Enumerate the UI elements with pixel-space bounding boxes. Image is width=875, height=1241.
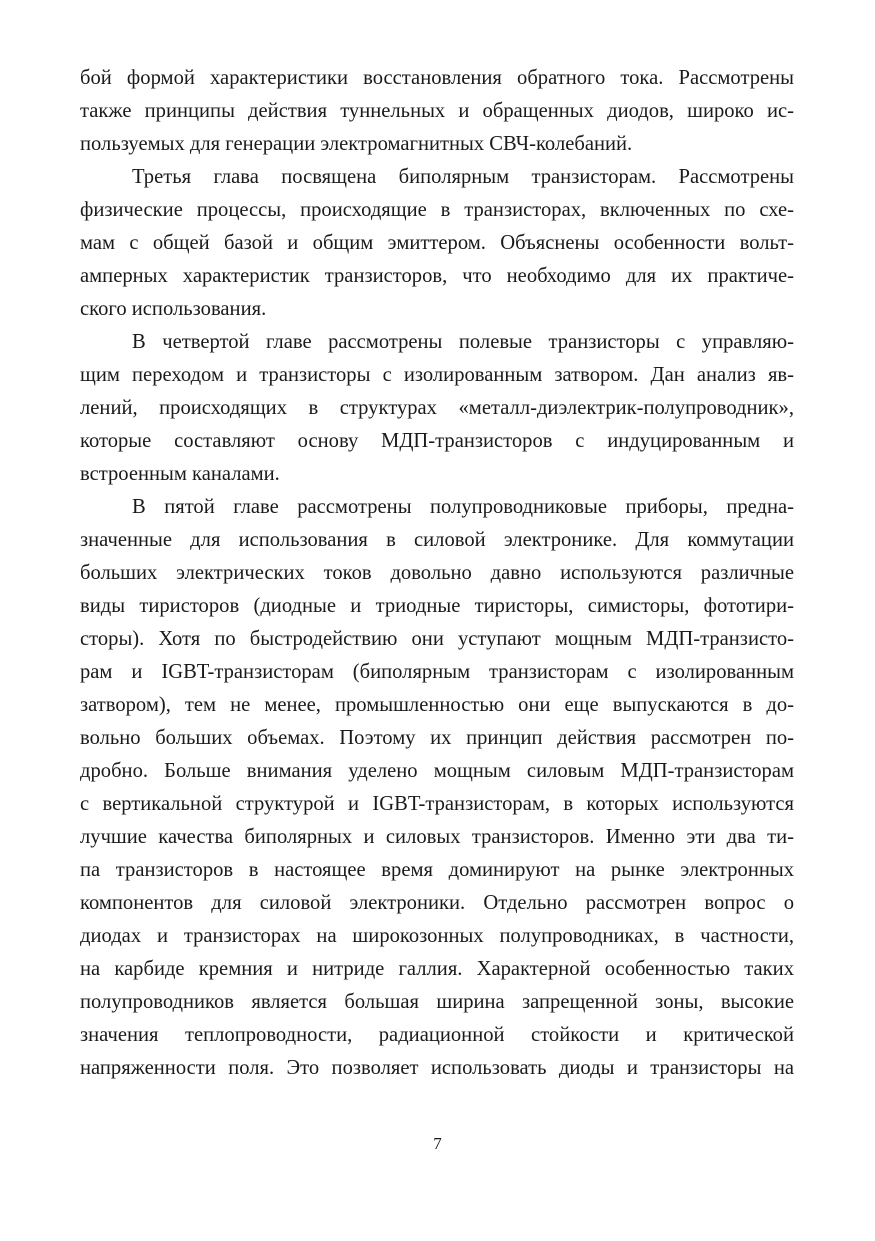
text-line: на карбиде кремния и нитриде галлия. Характерной особенностью таких bbox=[80, 958, 794, 980]
text-line: виды тиристоров (диодные и триодные тиристоры, симисторы, фототири- bbox=[80, 595, 794, 617]
text-line: вольно больших объемах. Поэтому их принцип действия рассмотрен по- bbox=[80, 727, 794, 749]
text-line: с вертикальной структурой и IGBT-транзисторам, в которых используются bbox=[80, 793, 794, 815]
text-line: рам и IGBT-транзисторам (биполярным транзисторам с изолированным bbox=[80, 661, 794, 683]
text-line: ского использования. bbox=[80, 298, 267, 320]
paragraph bbox=[80, 491, 794, 1085]
text-line: полупроводников является большая ширина запрещенной зоны, высокие bbox=[80, 991, 794, 1013]
text-line: сторы). Хотя по быстродействию они уступают мощным МДП-транзисто- bbox=[80, 628, 794, 650]
text-line: В четвертой главе рассмотрены полевые транзисторы с управляю- bbox=[132, 331, 794, 353]
text-line: амперных характеристик транзисторов, что необходимо для их практиче- bbox=[80, 265, 794, 287]
text-line: лений, происходящих в структурах «металл-диэлектрик-полупроводник», bbox=[80, 397, 794, 419]
page-body bbox=[80, 62, 794, 1085]
text-line: которые составляют основу МДП-транзисторов с индуцированным и bbox=[80, 430, 794, 452]
text-line: дробно. Больше внимания уделено мощным силовым МДП-транзисторам bbox=[80, 760, 794, 782]
text-line: компонентов для силовой электроники. Отдельно рассмотрен вопрос о bbox=[80, 892, 794, 914]
paragraph bbox=[80, 161, 794, 326]
text-line: напряженности поля. Это позволяет использовать диоды и транзисторы на bbox=[80, 1057, 794, 1079]
text-line: больших электрических токов довольно давно используются различные bbox=[80, 562, 794, 584]
text-line: лучшие качества биполярных и силовых транзисторов. Именно эти два ти- bbox=[80, 826, 794, 848]
page-number: 7 bbox=[433, 1134, 442, 1153]
text-line: бой формой характеристики восстановления обратного тока. Рассмотрены bbox=[80, 67, 794, 89]
text-line: встроенным каналами. bbox=[80, 463, 280, 485]
text-line: также принципы действия туннельных и обращенных диодов, широко ис- bbox=[80, 100, 794, 122]
text-line: щим переходом и транзисторы с изолированным затвором. Дан анализ яв- bbox=[80, 364, 794, 386]
text-line: па транзисторов в настоящее время доминируют на рынке электронных bbox=[80, 859, 794, 881]
text-line: физические процессы, происходящие в транзисторах, включенных по схе- bbox=[80, 199, 794, 221]
paragraph bbox=[80, 62, 794, 161]
text-line: пользуемых для генерации электромагнитных СВЧ-колебаний. bbox=[80, 133, 633, 155]
text-line: В пятой главе рассмотрены полупроводниковые приборы, предна- bbox=[132, 496, 794, 518]
text-line: значения теплопроводности, радиационной стойкости и критической bbox=[80, 1024, 794, 1046]
text-line: диодах и транзисторах на широкозонных полупроводниках, в частности, bbox=[80, 925, 794, 947]
paragraph bbox=[80, 326, 794, 491]
text-line: мам с общей базой и общим эмиттером. Объяснены особенности вольт- bbox=[80, 232, 794, 254]
text-line: значенные для использования в силовой электронике. Для коммутации bbox=[80, 529, 794, 551]
text-line: Третья глава посвящена биполярным транзисторам. Рассмотрены bbox=[132, 166, 794, 188]
text-line: затвором), тем не менее, промышленностью они еще выпускаются в до- bbox=[80, 694, 794, 716]
